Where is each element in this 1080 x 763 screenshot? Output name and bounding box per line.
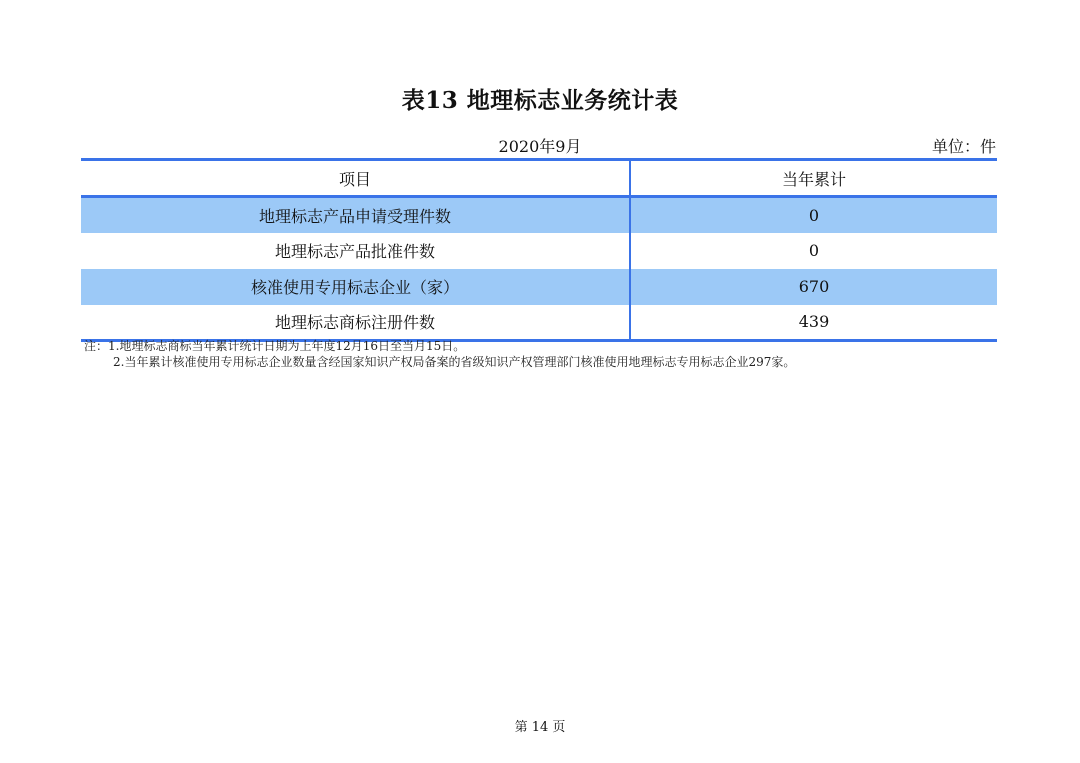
footnotes [84, 338, 795, 370]
row-value: 0 [630, 197, 997, 233]
row-item: 核准使用专用标志企业（家） [81, 269, 630, 305]
row-value: 0 [808, 241, 820, 260]
table-row [81, 305, 997, 341]
row-value: 439 [798, 312, 830, 332]
footnote-2: 2.当年累计核准使用专用标志企业数量含经国家知识产权局备案的省级知识产权管理部门核准使用地理标志专用标志企业297家。 [113, 355, 796, 369]
footnote-1: 注：1.地理标志商标当年累计统计日期为上年度12月16日至当月15日。 [84, 339, 466, 353]
header-item: 项目 [81, 160, 630, 197]
row-item: 地理标志产品申请受理件数 [81, 197, 630, 233]
page-title: 表13 地理标志业务统计表 [401, 87, 679, 114]
stats-table [81, 158, 997, 342]
report-date: 2020年9月 [498, 137, 582, 156]
row-item: 地理标志产品批准件数 [81, 233, 630, 269]
header-total: 当年累计 [781, 169, 846, 189]
unit-label: 单位：件 [931, 137, 996, 156]
table-header-row [81, 160, 997, 197]
table-row [81, 197, 997, 233]
page-number: 第 14 页 [514, 720, 566, 735]
table-row [81, 233, 997, 269]
row-value: 670 [630, 269, 997, 305]
row-item: 地理标志商标注册件数 [81, 305, 630, 341]
table-row [81, 269, 997, 305]
